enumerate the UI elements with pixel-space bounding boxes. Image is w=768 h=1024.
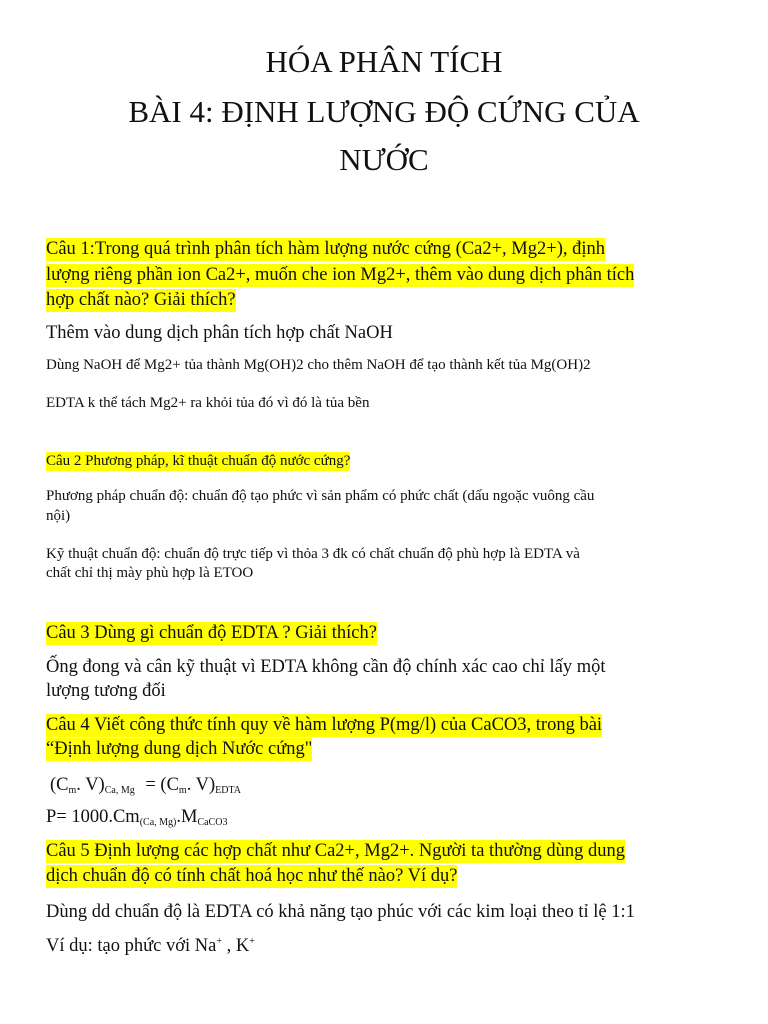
- formula-sub: m: [68, 785, 77, 796]
- question-text: “Định lượng dung dịch Nước cứng": [46, 739, 313, 759]
- answer-text: Phương pháp chuẩn độ: chuẩn độ tạo phức vì sản phẩm có phức chất (dấu ngoặc vuông cầu: [46, 488, 595, 504]
- formula-part: . V): [76, 775, 105, 795]
- question-text: hợp chất nào? Giải thích?: [46, 290, 236, 310]
- formula-sub: Ca, Mg: [104, 785, 135, 796]
- answer-note: EDTA k thể tách Mg2+ ra khỏi tủa đó vì đó là tủa bền: [46, 395, 370, 411]
- title-line: BÀI 4: ĐỊNH LƯỢNG ĐỘ CỨNG CỦA: [128, 94, 640, 129]
- answer-text: nội): [46, 508, 71, 524]
- formula-sub: (Ca, Mg): [139, 817, 177, 828]
- question-text: lượng riêng phần ion Ca2+, muốn che ion Mg2+, thêm vào dung dịch phân tích: [46, 265, 635, 285]
- formula-1: [50, 773, 241, 803]
- question-text: Câu 4 Viết công thức tính quy về hàm lượng P(mg/l) của CaCO3, trong bài: [46, 715, 603, 735]
- question-text: Câu 5 Định lượng các hợp chất như Ca2+, Mg2+. Người ta thường dùng dung: [46, 841, 625, 861]
- answer-text: Thêm vào dung dịch phân tích hợp chất NaOH: [46, 323, 393, 343]
- question-text: Câu 1:Trong quá trình phân tích hàm lượng nước cứng (Ca2+, Mg2+), định: [46, 239, 605, 259]
- formula-part: .M: [176, 807, 198, 827]
- formula-part: . V): [186, 775, 216, 795]
- formula-sub: EDTA: [215, 785, 241, 796]
- question-text: dịch chuẩn độ có tính chất hoá học như thế nào? Ví dụ?: [46, 866, 458, 886]
- formula-2: [46, 805, 227, 835]
- title-line: HÓA PHÂN TÍCH: [265, 44, 503, 79]
- formula-part: P= 1000.Cm: [46, 807, 140, 827]
- example-text: [46, 930, 255, 958]
- formula-sub: m: [178, 785, 187, 796]
- formula-part: = (C: [140, 775, 179, 795]
- answer-note: Dùng NaOH để Mg2+ tủa thành Mg(OH)2 cho thêm NaOH để tạo thành kết tủa Mg(OH)2: [46, 357, 591, 373]
- formula-part: (C: [50, 775, 69, 795]
- answer-text: lượng tương đối: [46, 681, 166, 701]
- title-line: NƯỚC: [339, 142, 429, 177]
- answer-text: chất chỉ thị mày phù hợp là ETOO: [46, 565, 254, 581]
- question-text: Câu 2 Phương pháp, kĩ thuật chuẩn độ nước cứng?: [46, 453, 351, 469]
- example-part: , K: [222, 936, 250, 956]
- charge-sup: +: [249, 936, 255, 947]
- answer-text: Kỹ thuật chuẩn độ: chuẩn độ trực tiếp vì thỏa 3 đk có chất chuẩn độ phù hợp là EDTA và: [46, 546, 580, 562]
- example-part: Ví dụ: tạo phức với Na: [46, 936, 217, 956]
- charge-sup: +: [216, 936, 222, 947]
- answer-text: Dùng dd chuẩn độ là EDTA có khả năng tạo phúc với các kim loại theo tỉ lệ 1:1: [46, 902, 635, 922]
- formula-sub: CaCO3: [197, 817, 228, 828]
- answer-text: Ống đong và cân kỹ thuật vì EDTA không cần độ chính xác cao chỉ lấy một: [46, 657, 606, 677]
- question-text: Câu 3 Dùng gì chuẩn độ EDTA ? Giải thích?: [46, 623, 377, 643]
